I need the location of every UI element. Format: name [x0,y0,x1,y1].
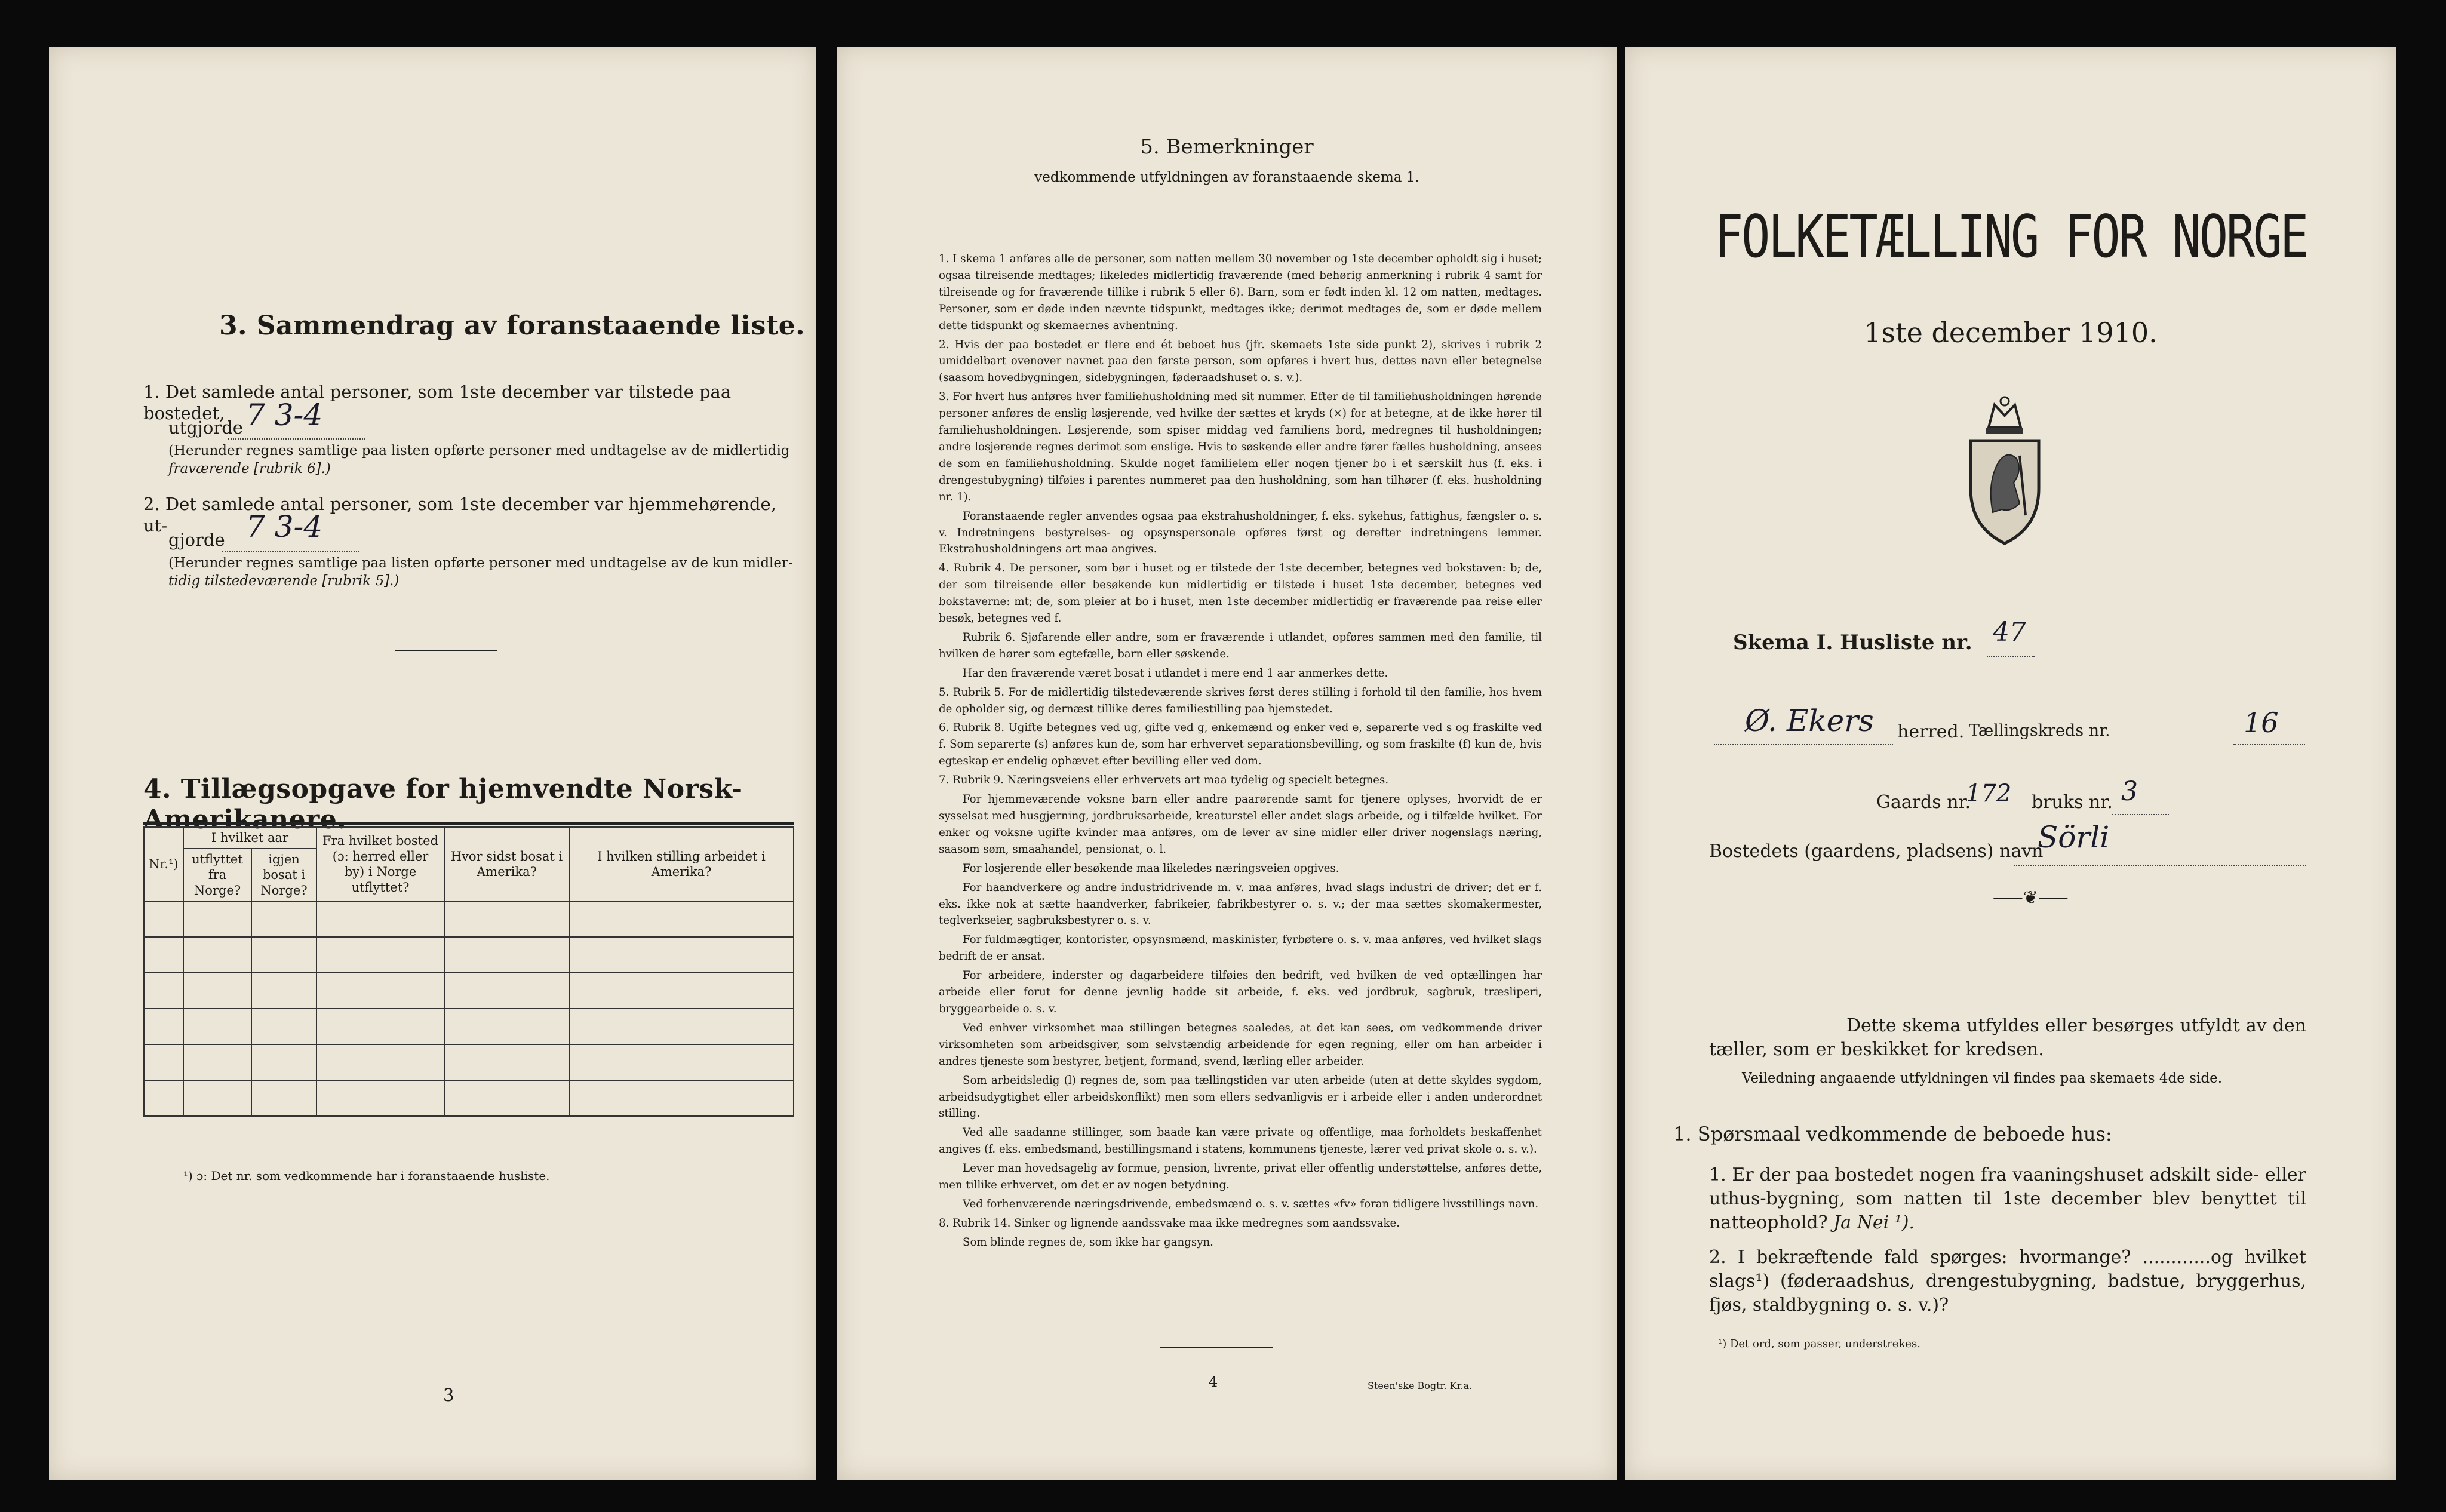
remark-item: Som blinde regnes de, som ikke har gangsyn. [963,1236,1213,1249]
table-cell[interactable] [144,901,183,937]
left-page [49,47,816,1480]
remark-item: Rubrik 6. Sjøfarende eller andre, som er fraværende i utlandet, opføres sammen med den familie, til hvilken de hører som egtefælle, barn eller søskende. [939,631,1542,660]
remark-item: 2. Hvis der paa bostedet er flere end ét beboet hus (jfr. skemaets 1ste side punkt 2), skrives i rubrik 2 umiddelbart ovenover navnet paa den første person, som opføres i hvert hus, dettes navn eller betegnelse (saasom hovedbygningen, sidebygningen, føderaadshuset o. s. v.). [939,338,1542,385]
table-cell[interactable] [183,901,251,937]
table-cell[interactable] [251,973,316,1009]
table-cell[interactable] [444,937,569,973]
table-cell[interactable] [316,901,444,937]
table-cell[interactable] [569,1080,794,1116]
table-cell[interactable] [183,1009,251,1044]
census-date: 1ste december 1910. [1864,316,2158,349]
remark-item: For haandverkere og andre industridrivende m. v. maa anføres, hvad slags industri de driver; det er f. eks. ikke nok at sætte haandverker, fabrikeier, fabrikbestyrer o. s. v.; der maa sættes skomakermester, teglverkseier, sagbruksbestyrer o. s. v. [939,881,1542,927]
table-cell[interactable] [251,1080,316,1116]
remark-item: 8. Rubrik 14. Sinker og lignende aandssvake maa ikke medregnes som aandssvake. [939,1216,1400,1230]
remark-item: Lever man hovedsagelig av formue, pension, livrente, privat eller offentlig understøttelse, anføres dette, men tillike erhvervet, om det er av nogen betydning. [939,1162,1542,1192]
q1-note-b: fraværende [rubrik 6].) [168,461,331,477]
bruks-line [2112,814,2169,815]
remark-item: For arbeidere, inderster og dagarbeidere tilføies den bedrift, ved hvilken de ved optællingen har arbeide eller forut for denne jevnlig hadde sit arbeide, f. eks. ved jordbruk, sagbruk, træsliperi, bryggearbeide o. s. v. [939,969,1542,1015]
coat-of-arms-icon [1960,393,2049,548]
herred-line [1714,744,1893,745]
col-utflyttet: utflyttet fra Norge? [183,849,251,901]
table-cell[interactable] [444,901,569,937]
table-cell[interactable] [444,1080,569,1116]
middle-page [837,47,1617,1480]
col-fra-bosted: Fra hvilket bosted (ɔ: herred eller by) i Norge utflyttet? [316,827,444,901]
table-row [144,901,794,937]
table-cell[interactable] [569,1009,794,1044]
remark-item: Ved forhenværende næringsdrivende, embedsmænd o. s. v. sættes «fv» foran tidligere livsstillings navn. [963,1197,1539,1210]
table-cell[interactable] [316,973,444,1009]
table-cell[interactable] [251,1044,316,1080]
q1-2-text: 2. I bekræftende fald spørges: hvormange? ............og hvilket slags¹) (føderaadshus, drengestubygning, badstue, bryggerhus, fjøs, staldbygning o. s. v.)? [1709,1247,2306,1316]
remark-item: Har den fraværende været bosat i utlandet i mere end 1 aar anmerkes dette. [963,666,1388,680]
husliste-line [1987,656,2035,657]
table-cell[interactable] [569,901,794,937]
bosted-value: Sörli [2038,820,2110,855]
table-cell[interactable] [183,1080,251,1116]
q1-1-answer: Ja Nei ¹). [1833,1212,1915,1233]
q1-value: 7 3-4 [246,398,323,432]
remark-item: For fuldmægtiger, kontorister, opsynsmænd, maskinister, fyrbøtere o. s. v. maa anføres, ved hvilket slags bedrift de er ansat. [939,933,1542,963]
bottom-divider [1160,1347,1273,1348]
remark-item: 3. For hvert hus anføres hver familiehusholdning med sit nummer. Efter de til familiehusholdningen hørende personer anføres de enslig løsjerende, ved hvilke der sættes et kryds (×) for at betegne, at de ikke hører til familiehusholdningen. Løsjerende, som spiser middag ved familiens bord, medregnes til husholdningen; andre losjerende regnes derimot som enslige. Hvis to søskende eller andre fører fælles husholdning, ansees de som en familiehusholdning. Skulde noget familielem eller nogen tjener bo i et særskilt hus (f. eks. i drengestubygning) tilføies i parentes nummeret paa den husholdning, som han tilhører (f. eks. husholdning nr. 1). [939,391,1542,503]
instruction-guide: Veiledning angaaende utfyldningen vil findes paa skemaets 4de side. [1742,1071,2223,1086]
remark-item: 6. Rubrik 8. Ugifte betegnes ved ug, gifte ved g, enkemænd og enker ved e, separerte ved s og fraskilte ved f. Som separerte (s) anføres kun de, som har erhvervet separationsbevilling, og som fraskilte (f) kun de, hvis egteskap er endelig ophævet efter bevilling eller ved dom. [939,721,1542,768]
table-cell[interactable] [444,1044,569,1080]
norsk-amerikanere-table [143,826,794,1117]
col-igjen: igjen bosat i Norge? [251,849,316,901]
table-cell[interactable] [316,1080,444,1116]
remarks-subtitle: vedkommende utfyldningen av foranstaaende skema 1. [1034,170,1419,185]
table-cell[interactable] [316,1009,444,1044]
right-page [1625,47,2396,1480]
bruks-label: bruks nr. [2032,792,2113,813]
table-cell[interactable] [183,1044,251,1080]
q2-note-b: tidig tilstedeværende [rubrik 5].) [168,573,400,589]
husliste-number: 47 [1993,617,2026,647]
page-number: 3 [443,1385,454,1405]
table-top-rule [143,822,794,825]
skema-label: Skema I. Husliste nr. [1733,631,1972,654]
q1-note-a: (Herunder regnes samtlige paa listen opførte personer med undtagelse av de midlertidig [168,443,790,459]
table-cell[interactable] [316,937,444,973]
table-row [144,1009,794,1044]
table-cell[interactable] [183,973,251,1009]
q2-label: gjorde [168,530,225,550]
ornament-icon: ⸺❦⸺ [1993,887,2069,908]
remark-item: 5. Rubrik 5. For de midlertidig tilstedeværende skrives først deres stilling i forhold til den familie, hos hvem de opholder sig, og dernæst tillike deres familiestilling paa hjemstedet. [939,686,1542,715]
printer-mark: Steen'ske Bogtr. Kr.a. [1368,1380,1473,1391]
table-row [144,1044,794,1080]
col-nr: Nr.¹) [144,827,183,901]
main-title: FOLKETÆLLING FOR NORGE [1714,203,2307,271]
remark-item: Ved enhver virksomhet maa stillingen betegnes saaledes, at det kan sees, om vedkommende driver virksomheten som arbeidsgiver, som selvstændig arbeidende for egen regning, eller om han arbeider i andres tjeneste som bestyrer, betjent, formand, svend, lærling eller arbeider. [939,1021,1542,1068]
q1-1-question: 1. Er der paa bostedet nogen fra vaaningshuset adskilt side- eller uthus-bygning, som natten til 1ste december blev benyttet til natteophold? [1709,1164,2306,1233]
bosted-label: Bostedets (gaardens, pladsens) navn [1709,841,2044,862]
right-footnote: ¹) Det ord, som passer, understrekes. [1718,1338,1920,1350]
table-cell[interactable] [569,937,794,973]
table-cell[interactable] [251,901,316,937]
divider [395,650,497,651]
q1-heading: 1. Spørsmaal vedkommende de beboede hus: [1673,1123,2112,1145]
q2-value: 7 3-4 [246,509,323,544]
q1-label: utgjorde [168,417,243,438]
table-cell[interactable] [144,1044,183,1080]
instruction-text: Dette skema utfyldes eller besørges utfyldt av den tæller, som er beskikket for kredsen. [1709,1015,2306,1060]
table-cell[interactable] [183,937,251,973]
table-cell[interactable] [144,937,183,973]
table-cell[interactable] [569,973,794,1009]
remark-item: For hjemmeværende voksne barn eller andre paarørende samt for tjenere oplyses, hvorvidt de er sysselsat med husgjerning, jordbruksarbeide, kreaturstel eller andet slags arbeide, og i tilfælde hvilket. For enker og voksne ugifte kvinder maa anføres, om de lever av sine midler eller driver nogenslags næring, saasom søm, smaahandel, pensionat, o. l. [939,793,1542,856]
table-cell[interactable] [251,937,316,973]
footnote: ¹) ɔ: Det nr. som vedkommende har i foranstaaende husliste. [183,1169,550,1183]
herred-value: Ø. Ekers [1745,703,1874,738]
krets-value: 16 [2244,706,2279,739]
table-cell[interactable] [569,1044,794,1080]
table-row [144,1080,794,1116]
table-cell[interactable] [144,973,183,1009]
table-cell[interactable] [316,1044,444,1080]
q2-note-a: (Herunder regnes samtlige paa listen opførte personer med undtagelse av de kun midler- [168,555,793,571]
section3-title: 3. Sammendrag av foranstaaende liste. [219,311,806,341]
krets-line [2233,744,2305,745]
table-cell[interactable] [251,1009,316,1044]
gaards-label: Gaards nr. [1876,792,1971,813]
q2-line [222,551,359,552]
q1-line [228,438,365,440]
remark-item: 1. I skema 1 anføres alle de personer, som natten mellem 30 november og 1ste december opholdt sig i huset; ogsaa tilreisende medtages; likeledes midlertidig fraværende (med behørig anmerkning i rubrik 4 samt for tilreisende og for fraværende tillike i rubrik 5 eller 6). Barn, som er født inden kl. 12 om natten, medtages. Personer, som er døde inden nævnte tidspunkt, medtages ikke; derimot medtages de, som er døde mellem dette tidspunkt og skemaernes avhentning. [939,253,1542,332]
q1-text: 1. Det samlede antal personer, som 1ste december var tilstede paa bostedet, [143,382,732,423]
remark-item: For losjerende eller besøkende maa likeledes næringsveien opgives. [963,862,1339,875]
table-cell[interactable] [144,1080,183,1116]
bosted-line [2014,865,2306,866]
remark-item: 7. Rubrik 9. Næringsveiens eller erhvervets art maa tydelig og specielt betegnes. [939,774,1389,787]
col-group-aar: I hvilket aar [183,827,316,849]
table-row [144,973,794,1009]
remark-item: Som arbeidsledig (l) regnes de, som paa tællingstiden var uten arbeide (uten at dette skyldes sygdom, arbeidsudygtighet eller arbeidskonflikt) men som ellers sedvanligvis er i arbeide eller i anden underordnet stilling. [939,1074,1542,1120]
page-number-4: 4 [1209,1373,1218,1390]
col-hvor-bosat: Hvor sidst bosat i Amerika? [444,827,569,901]
section4-title: 4. Tillægsopgave for hjemvendte Norsk-Amerikanere. [143,774,743,835]
table-cell[interactable] [444,973,569,1009]
remarks-list [939,251,1542,1253]
gaards-value: 172 [1966,780,2012,807]
krets-label: Tællingskreds nr. [1969,721,2110,740]
table-cell[interactable] [144,1009,183,1044]
table-body [144,901,794,1116]
remark-item: Foranstaaende regler anvendes ogsaa paa ekstrahusholdninger, f. eks. sykehus, fattighus, fængsler o. s. v. Indretningens bestyrelses- og opsynspersonale opføres først og derefter indretningens lemmer. Ekstrahusholdningens art maa angives. [939,509,1542,556]
herred-label: herred. [1897,721,1965,742]
q1-1-text [1709,1163,2306,1235]
remark-item: Ved alle saadanne stillinger, som baade kan være private og offentlige, maa forholdets beskaffenhet angives (f. eks. embedsmand, bestillingsmand i statens, kommunens tjeneste, lærer ved privat skole o. s. v.). [939,1126,1542,1156]
col-stilling: I hvilken stilling arbeidet i Amerika? [569,827,794,901]
table-row [144,937,794,973]
remark-item: 4. Rubrik 4. De personer, som bør i huset og er tilstede der 1ste december, betegnes ved bokstaven: b; de, der som tilreisende eller besøkende kun midlertidig er tilstede i huset 1ste december, betegnes ved bokstaverne: mt; de, som pleier at bo i huset, men 1ste december midlertidig er fraværende paa reise eller besøk, betegnes ved f. [939,562,1542,625]
table-cell[interactable] [444,1009,569,1044]
remarks-title: 5. Bemerkninger [1140,135,1314,159]
q2-text: 2. Det samlede antal personer, som 1ste december var hjemmehørende, ut- [143,494,776,536]
bruks-value: 3 [2121,776,2138,807]
